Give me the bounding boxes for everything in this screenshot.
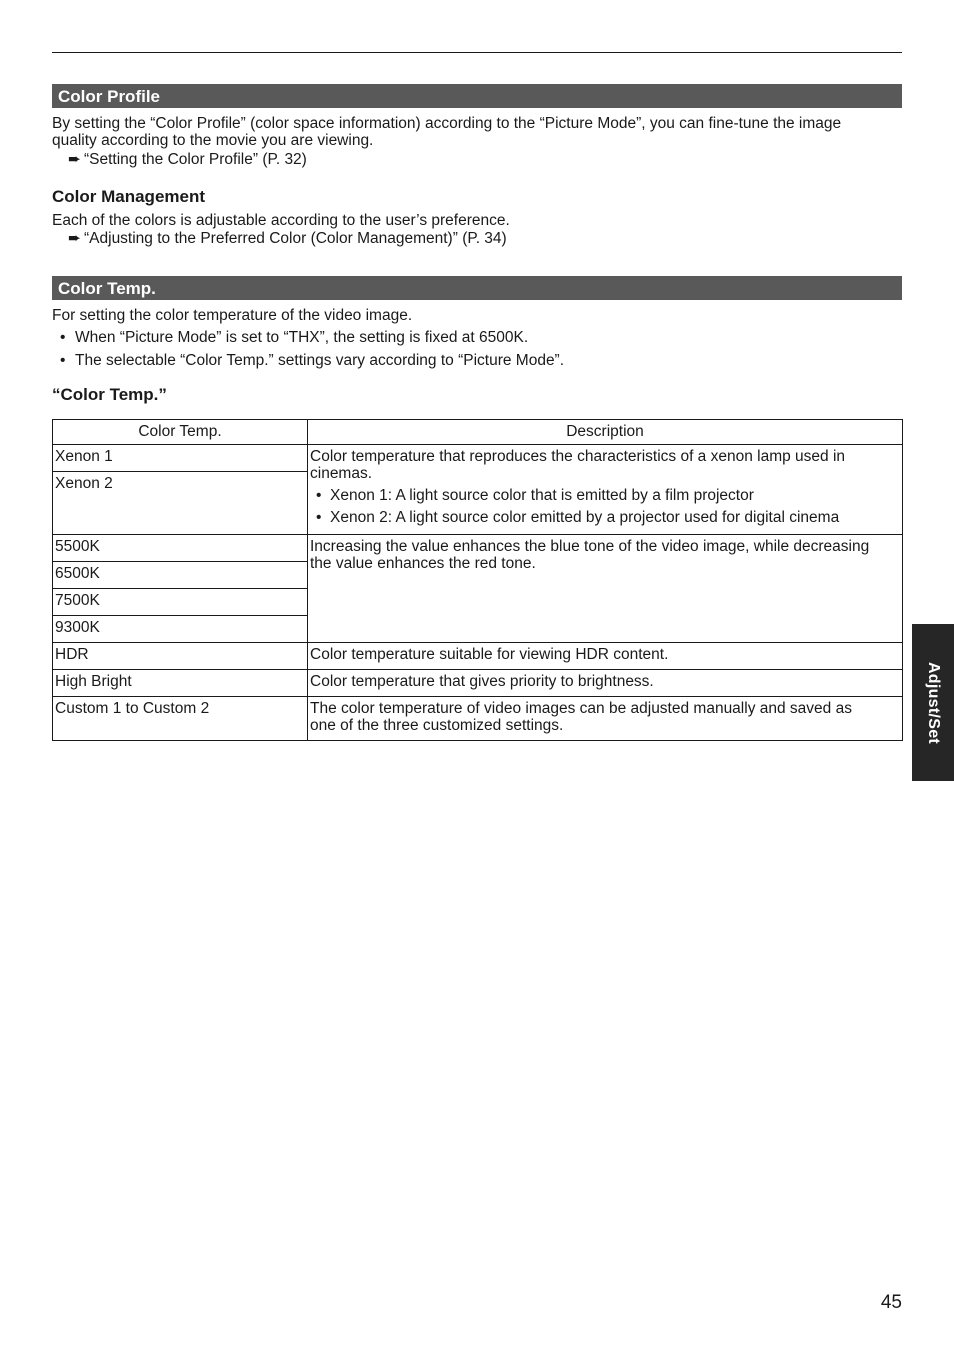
section-heading-color-profile: Color Profile: [52, 84, 902, 108]
xenon-desc-line1: Color temperature that reproduces the characteristics of a xenon lamp used in: [310, 448, 846, 465]
right-arrow-icon: ➨: [68, 230, 81, 247]
right-arrow-icon: ➨: [68, 151, 81, 168]
color-management-ref-text: “Adjusting to the Preferred Color (Color Management)” (P. 34): [84, 230, 507, 247]
color-profile-body-line2: quality according to the movie you are viewing.: [52, 132, 374, 149]
color-temp-table: [52, 419, 903, 741]
cell-6500k: 6500K: [53, 562, 308, 589]
cell-xenon-2: Xenon 2: [53, 472, 308, 535]
subheading-color-temp-table: “Color Temp.”: [52, 385, 167, 404]
header-description: Description: [308, 420, 903, 445]
table-row: [53, 697, 903, 741]
cell-high-bright: High Bright: [53, 670, 308, 697]
kelvin-desc-line2: the value enhances the red tone.: [310, 555, 536, 572]
bullet-icon: •: [60, 329, 66, 346]
cell-custom-desc: [308, 697, 903, 741]
cell-kelvin-desc: [308, 535, 903, 643]
cell-custom: Custom 1 to Custom 2: [53, 697, 308, 741]
bullet-text: Xenon 2: A light source color emitted by a projector used for digital cinema: [330, 509, 840, 526]
color-temp-body: For setting the color temperature of the video image.: [52, 307, 413, 324]
bullet-text: Xenon 1: A light source color that is emitted by a film projector: [330, 487, 754, 504]
bullet-text: The selectable “Color Temp.” settings vary according to “Picture Mode”.: [75, 352, 565, 369]
color-profile-ref[interactable]: [68, 151, 307, 168]
subheading-color-management: Color Management: [52, 187, 206, 206]
color-management-ref[interactable]: [68, 230, 507, 247]
cell-hdr-desc: Color temperature suitable for viewing HDR content.: [308, 643, 903, 670]
top-rule: [52, 52, 902, 53]
xenon-desc-line2: cinemas.: [310, 465, 373, 482]
color-profile-body-line1: By setting the “Color Profile” (color space information) according to the “Picture Mode”, you can fine-tune the image: [52, 115, 842, 132]
custom-desc-line2: one of the three customized settings.: [310, 717, 564, 734]
table-row: [53, 643, 903, 670]
side-tab-label: Adjust/Set: [925, 661, 942, 744]
color-profile-ref-text: “Setting the Color Profile” (P. 32): [84, 151, 307, 168]
bullet-text: When “Picture Mode” is set to “THX”, the setting is fixed at 6500K.: [75, 329, 529, 346]
xenon-bullet-2: [310, 509, 900, 526]
cell-5500k: 5500K: [53, 535, 308, 562]
custom-desc-line1: The color temperature of video images can be adjusted manually and saved as: [310, 700, 852, 717]
color-temp-bullet-2: [60, 352, 564, 369]
bullet-icon: •: [316, 509, 322, 526]
cell-xenon-desc: [308, 445, 903, 535]
xenon-bullet-1: [310, 487, 900, 504]
kelvin-desc-line1: Increasing the value enhances the blue tone of the video image, while decreasing: [310, 538, 870, 555]
cell-7500k: 7500K: [53, 589, 308, 616]
header-color-temp: Color Temp.: [53, 420, 308, 445]
color-management-body: Each of the colors is adjustable according to the user’s preference.: [52, 212, 510, 229]
page-number: 45: [880, 1292, 902, 1313]
cell-9300k: 9300K: [53, 616, 308, 643]
side-tab-adjust-set[interactable]: [912, 624, 954, 781]
table-row: [53, 670, 903, 697]
cell-xenon-1: Xenon 1: [53, 445, 308, 472]
table-row: [53, 535, 903, 562]
table-header-row: [53, 420, 903, 445]
cell-high-bright-desc: Color temperature that gives priority to brightness.: [308, 670, 903, 697]
bullet-icon: •: [60, 352, 66, 369]
cell-hdr: HDR: [53, 643, 308, 670]
section-heading-color-temp: Color Temp.: [52, 276, 902, 300]
bullet-icon: •: [316, 487, 322, 504]
table-row: [53, 445, 903, 472]
color-temp-bullet-1: [60, 329, 528, 346]
